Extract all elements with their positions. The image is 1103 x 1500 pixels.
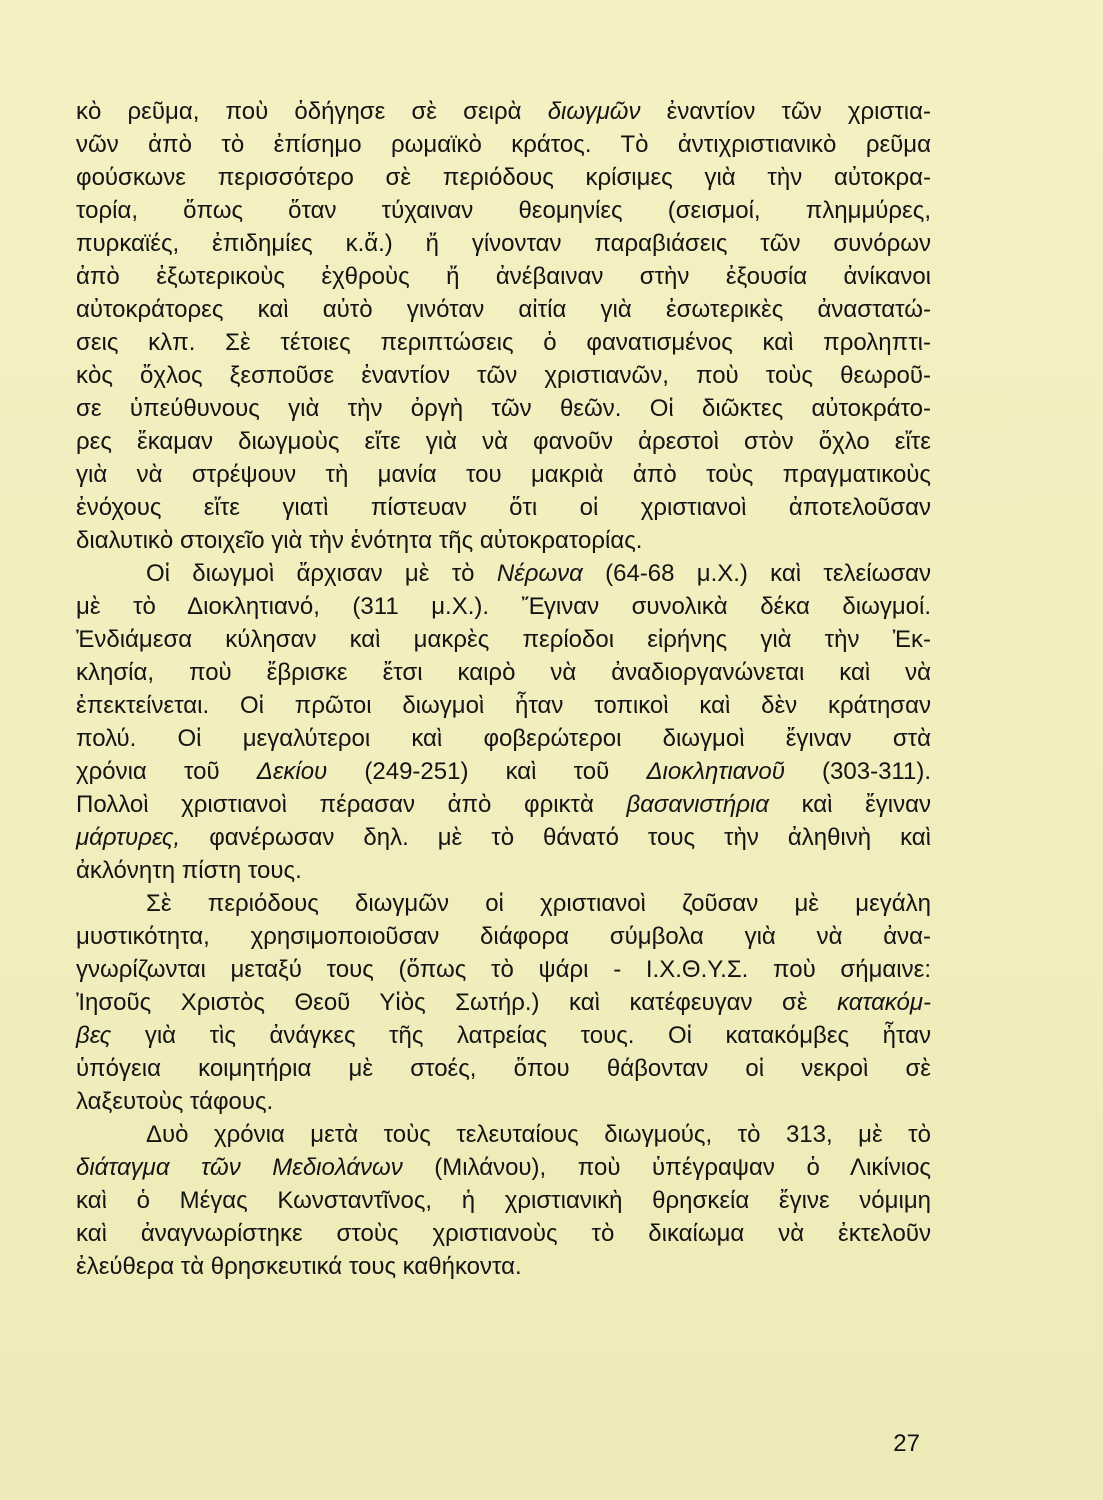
- italic-term: Διοκλητιανοῦ: [646, 758, 785, 785]
- text-run: (Μιλάνου), ποὺ ὑπέγραψαν ὁ Λικίνιος: [402, 1154, 931, 1181]
- text-line: [76, 722, 931, 755]
- text-line: [76, 524, 931, 557]
- text-line: [76, 623, 931, 656]
- text-line: [76, 788, 931, 821]
- text-line: [76, 821, 931, 854]
- italic-term: βασανιστήρια: [626, 791, 769, 818]
- text-line: [76, 227, 931, 260]
- text-run: Πολλοὶ χριστιανοὶ πέρασαν ἀπὸ φρικτὰ: [76, 791, 627, 818]
- text-run: γνωρίζωνται μεταξύ τους (ὅπως τὸ ψάρι - Ι.Χ.Θ.Υ.Σ. ποὺ σήμαινε:: [76, 956, 931, 983]
- text-run: ἐπεκτείνεται. Οἱ πρῶτοι διωγμοὶ ἦταν τοπικοὶ καὶ δὲν κράτησαν: [76, 692, 931, 719]
- text-line: [76, 689, 931, 722]
- text-line: [76, 392, 931, 425]
- text-line: [76, 359, 931, 392]
- text-run: ἐλεύθερα τὰ θρησκευτικά τους καθήκοντα.: [76, 1253, 522, 1280]
- text-run: ἀκλόνητη πίστη τους.: [76, 857, 302, 884]
- text-line: [76, 128, 931, 161]
- text-run: αὐτοκράτορες καὶ αὐτὸ γινόταν αἰτία γιὰ ἐσωτερικὲς ἀναστατώ-: [76, 296, 931, 323]
- text-run: Ἰησοῦς Χριστὸς Θεοῦ Υἱὸς Σωτήρ.) καὶ κατέφευγαν σὲ: [76, 989, 838, 1016]
- text-run: ὑπόγεια κοιμητήρια μὲ στοές, ὅπου θάβονταν οἱ νεκροὶ σὲ: [76, 1055, 931, 1082]
- text-line: [76, 260, 931, 293]
- text-line: [76, 458, 931, 491]
- text-run: κὸ ρεῦμα, ποὺ ὁδήγησε σὲ σειρὰ: [76, 98, 548, 125]
- text-line: [76, 557, 931, 590]
- text-line: [76, 1085, 931, 1118]
- italic-term: κατακόμ-: [837, 989, 931, 1016]
- text-line: [76, 1151, 931, 1184]
- text-run: ἐνόχους εἴτε γιατὶ πίστευαν ὅτι οἱ χριστιανοὶ ἀποτελοῦσαν: [76, 494, 931, 521]
- text-run: Σὲ περιόδους διωγμῶν οἱ χριστιανοὶ ζοῦσαν μὲ μεγάλη: [146, 890, 931, 917]
- italic-term: βες: [76, 1022, 112, 1049]
- text-run: χρόνια τοῦ: [76, 758, 257, 785]
- text-line: [76, 854, 931, 887]
- italic-term: Δεκίου: [256, 758, 328, 785]
- text-line: [76, 887, 931, 920]
- text-line: [76, 491, 931, 524]
- body-text: [76, 95, 931, 1283]
- text-run: Δυὸ χρόνια μετὰ τοὺς τελευταίους διωγμούς, τὸ 313, μὲ τὸ: [146, 1121, 931, 1148]
- text-run: νῶν ἀπὸ τὸ ἐπίσημο ρωμαϊκὸ κράτος. Τὸ ἀντιχριστιανικὸ ρεῦμα: [76, 131, 931, 158]
- text-line: [76, 590, 931, 623]
- italic-term: διωγμῶν: [547, 98, 641, 125]
- text-run: μὲ τὸ Διοκλητιανό, (311 μ.Χ.). Ἔγιναν συνολικὰ δέκα διωγμοί.: [76, 593, 931, 620]
- text-line: [76, 293, 931, 326]
- text-run: Ἐνδιάμεσα κύλησαν καὶ μακρὲς περίοδοι εἰρήνης γιὰ τὴν Ἐκ-: [76, 626, 931, 653]
- text-run: γιὰ τὶς ἀνάγκες τῆς λατρείας τους. Οἱ κατακόμβες ἦταν: [111, 1022, 931, 1049]
- text-run: (64-68 μ.Χ.) καὶ τελείωσαν: [582, 560, 932, 587]
- text-run: πολύ. Οἱ μεγαλύτεροι καὶ φοβερώτεροι διωγμοὶ ἔγιναν στὰ: [76, 725, 931, 752]
- page-number: 27: [893, 1430, 920, 1457]
- text-run: (303-311).: [784, 758, 932, 785]
- text-line: [76, 425, 931, 458]
- text-line: [76, 986, 931, 1019]
- text-run: φανέρωσαν δηλ. μὲ τὸ θάνατό τους τὴν ἀληθινὴ καὶ: [180, 824, 931, 851]
- paragraph: [76, 557, 931, 887]
- paragraph: [76, 1118, 931, 1283]
- text-line: [76, 1019, 931, 1052]
- text-run: διαλυτικὸ στοιχεῖο γιὰ τὴν ἑνότητα τῆς αὐτοκρατορίας.: [76, 527, 643, 554]
- text-run: καὶ ὁ Μέγας Κωνσταντῖνος, ἡ χριστιανικὴ θρησκεία ἔγινε νόμιμη: [76, 1187, 931, 1214]
- text-line: [76, 326, 931, 359]
- text-run: Οἱ διωγμοὶ ἄρχισαν μὲ τὸ: [146, 560, 497, 587]
- text-run: σεις κλπ. Σὲ τέτοιες περιπτώσεις ὁ φανατισμένος καὶ προληπτι-: [76, 329, 931, 356]
- italic-term: Νέρωνα: [496, 560, 583, 587]
- text-run: τορία, ὅπως ὅταν τύχαιναν θεομηνίες (σεισμοί, πλημμύρες,: [76, 197, 931, 224]
- text-run: ρες ἔκαμαν διωγμοὺς εἴτε γιὰ νὰ φανοῦν ἀρεστοὶ στὸν ὄχλο εἴτε: [76, 428, 931, 455]
- text-run: φούσκωνε περισσότερο σὲ περιόδους κρίσιμες γιὰ τὴν αὐτοκρα-: [76, 164, 931, 191]
- text-run: μυστικότητα, χρησιμοποιοῦσαν διάφορα σύμβολα γιὰ νὰ ἀνα-: [76, 923, 931, 950]
- text-line: [76, 194, 931, 227]
- text-line: [76, 656, 931, 689]
- text-line: [76, 95, 931, 128]
- paragraph: [76, 887, 931, 1118]
- text-line: [76, 1118, 931, 1151]
- text-run: κὸς ὄχλος ξεσποῦσε ἐναντίον τῶν χριστιανῶν, ποὺ τοὺς θεωροῦ-: [76, 362, 931, 389]
- text-line: [76, 953, 931, 986]
- text-run: κλησία, ποὺ ἔβρισκε ἔτσι καιρὸ νὰ ἀναδιοργανώνεται καὶ νὰ: [76, 659, 931, 686]
- text-run: σε ὑπεύθυνους γιὰ τὴν ὀργὴ τῶν θεῶν. Οἱ διῶκτες αὐτοκράτο-: [76, 395, 931, 422]
- text-line: [76, 161, 931, 194]
- text-line: [76, 1184, 931, 1217]
- text-run: πυρκαϊές, ἐπιδημίες κ.ἄ.) ἤ γίνονταν παραβιάσεις τῶν συνόρων: [76, 230, 931, 257]
- italic-term: διάταγμα τῶν Μεδιολάνων: [76, 1154, 403, 1181]
- text-run: καὶ ἔγιναν: [768, 791, 932, 818]
- text-run: καὶ ἀναγνωρίστηκε στοὺς χριστιανοὺς τὸ δικαίωμα νὰ ἐκτελοῦν: [76, 1220, 931, 1247]
- italic-term: μάρτυρες,: [76, 824, 181, 851]
- text-line: [76, 1250, 931, 1283]
- text-line: [76, 920, 931, 953]
- paragraph: [76, 95, 931, 557]
- text-run: (249-251) καὶ τοῦ: [327, 758, 647, 785]
- text-line: [76, 1217, 931, 1250]
- text-run: ἐναντίον τῶν χριστια-: [640, 98, 931, 125]
- text-line: [76, 1052, 931, 1085]
- text-run: λαξευτοὺς τάφους.: [76, 1088, 274, 1115]
- text-run: ἀπὸ ἐξωτερικοὺς ἐχθροὺς ἤ ἀνέβαιναν στὴν ἐξουσία ἀνίκανοι: [76, 263, 931, 290]
- text-run: γιὰ νὰ στρέψουν τὴ μανία του μακριὰ ἀπὸ τοὺς πραγματικοὺς: [76, 461, 931, 488]
- text-line: [76, 755, 931, 788]
